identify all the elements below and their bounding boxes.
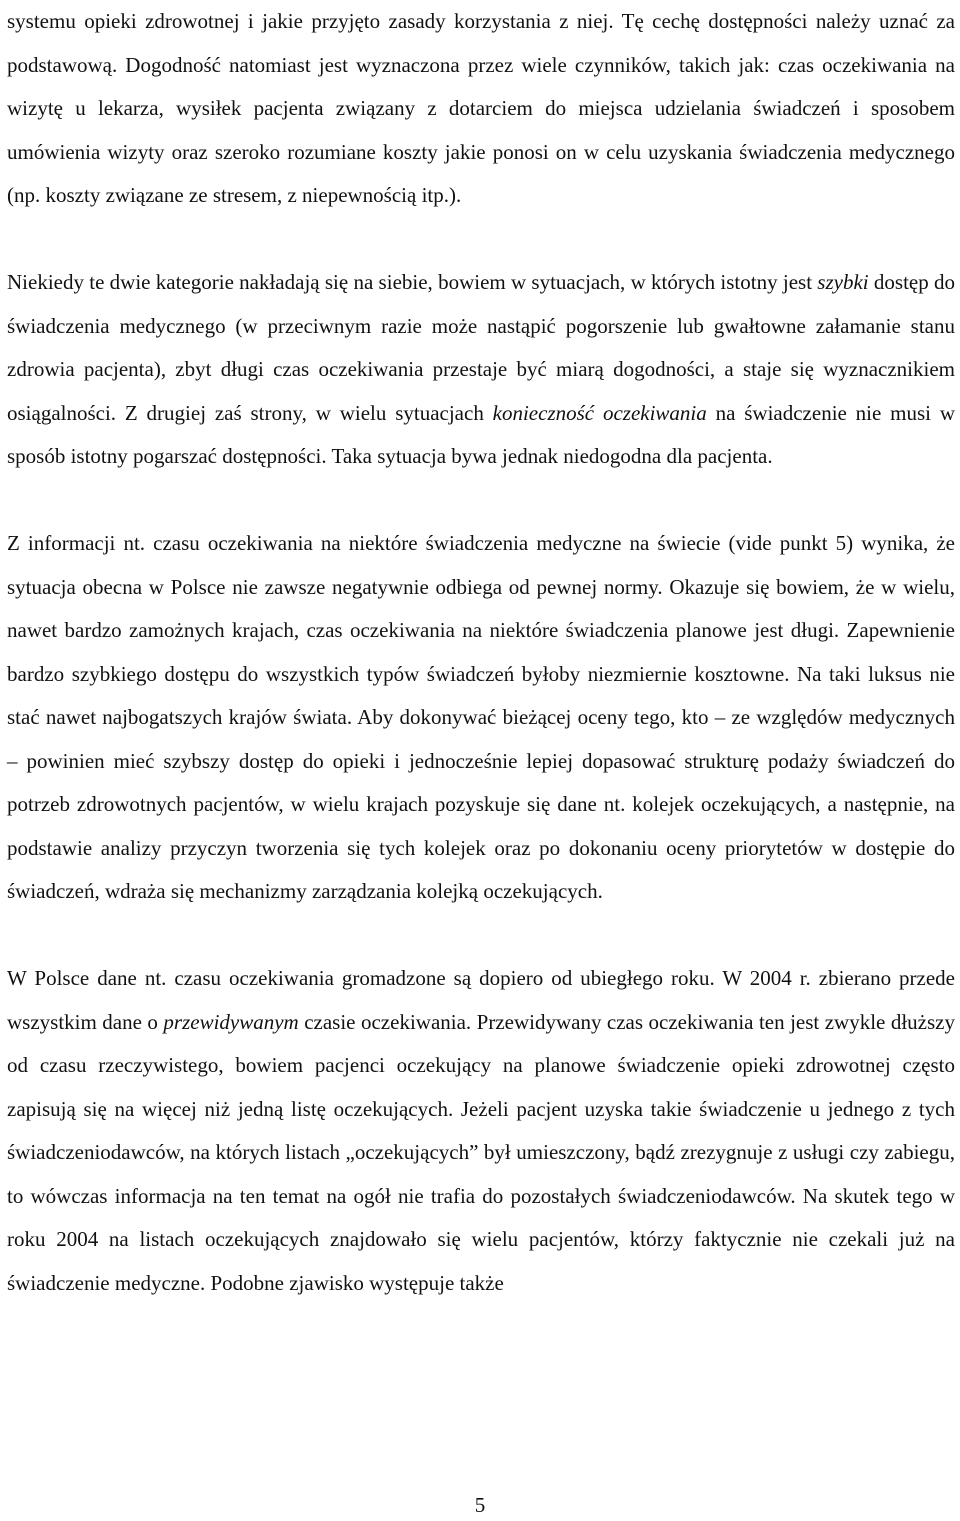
text-run: W Polsce dane nt. czasu oczekiwania gromadzone są dopiero od ubiegłego roku. W 2004 r. zbierano przede wszystkim dane o — [7, 966, 955, 1034]
text-run: Z informacji nt. czasu oczekiwania na niektóre świadczenia medyczne na świecie (vide punkt 5) wynika, że sytuacja obecna w Polsce nie zawsze negatywnie odbiega od pewnej normy. Okazuje się bowiem, że w wielu, nawet bardzo zamożnych krajach, czas oczekiwania na niektóre świadczenia planowe jest długi. Zapewnienie bardzo szybkiego dostępu do wszystkich typów świadczeń byłoby niezmiernie kosztowne. Na taki luksus nie stać nawet najbogatszych krajów świata. Aby dokonywać bieżącej oceny tego, kto – ze względów medycznych – powinien mieć szybszy dostęp do opieki i jednocześnie lepiej dopasować strukturę podaży świadczeń do potrzeb zdrowotnych pacjentów, w wielu krajach pozyskuje się dane nt. kolejek oczekujących, a następnie, na podstawie analizy przyczyn tworzenia się tych kolejek oraz po dokonaniu oceny priorytetów w dostępie do świadczeń, wdraża się mechanizmy zarządzania kolejką oczekujących. — [7, 531, 955, 903]
text-run: dostęp do świadczenia medycznego (w przeciwnym razie może nastąpić pogorszenie lub gwałtowne załamanie stanu zdrowia pacjenta), zbyt długi czas oczekiwania przestaje być miarą dogodności, a staje się wyznacznikiem osiągalności. Z drugiej zaś strony, w wielu sytuacjach — [7, 270, 955, 425]
text-run: na świadczenie nie musi w sposób istotny pogarszać dostępności. Taka sytuacja bywa jednak niedogodna dla pacjenta. — [7, 400, 955, 468]
text-run: systemu opieki zdrowotnej i jakie przyjęto zasady korzystania z niej. Tę cechę dostępności należy uznać za podstawową. Dogodność natomiast jest wyznaczona przez wiele czynników, takich jak: czas oczekiwania na wizytę u lekarza, wysiłek pacjenta związany z dotarciem do miejsca udzielania świadczeń i sposobem umówienia wizyty oraz szeroko rozumiane koszty jakie ponosi on w celu uzyskania świadczenia medycznego (np. koszty związane ze stresem, z niepewnością itp.). — [7, 9, 955, 207]
italic-text: konieczność oczekiwania — [492, 400, 707, 425]
paragraph — [7, 0, 955, 218]
text-run: Niekiedy te dwie kategorie nakładają się na siebie, bowiem w sytuacjach, w których istotny jest — [7, 270, 818, 294]
italic-text: przewidywanym — [163, 1009, 299, 1034]
page-number: 5 — [474, 1493, 486, 1517]
body-text — [7, 0, 955, 1305]
paragraph — [7, 261, 955, 479]
italic-text: szybki — [817, 270, 869, 294]
text-run: czasie oczekiwania. Przewidywany czas oczekiwania ten jest zwykle dłuższy od czasu rzeczywistego, bowiem pacjenci oczekujący na planowe świadczenie opieki zdrowotnej często zapisują się na więcej niż jedną listę oczekujących. Jeżeli pacjent uzyska takie świadczenie u jednego z tych świadczeniodawców, na których listach „oczekujących” był umieszczony, bądź zrezygnuje z usługi czy zabiegu, to wówczas informacja na ten temat na ogół nie trafia do pozostałych świadczeniodawców. Na skutek tego w roku 2004 na listach oczekujących znajdowało się wielu pacjentów, którzy faktycznie nie czekali już na świadczenie medyczne. Podobne zjawisko występuje także — [7, 1009, 955, 1295]
paragraph — [7, 957, 955, 1305]
paragraph — [7, 522, 955, 914]
